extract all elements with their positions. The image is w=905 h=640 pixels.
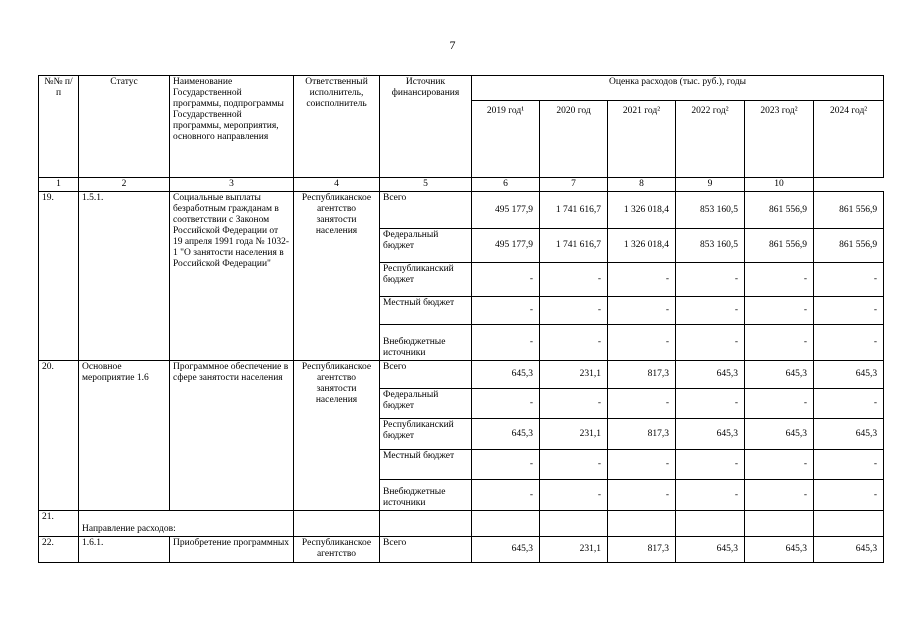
header-source: Источник финансирования — [380, 76, 472, 178]
row-responsible: Республиканское агентство занятости населения — [294, 361, 380, 511]
value-cell: 231,1 — [540, 537, 608, 563]
value-cell: 817,3 — [608, 537, 676, 563]
row-num: 19. — [39, 192, 79, 361]
value-cell: 853 160,5 — [676, 192, 745, 229]
source-label: Всего — [380, 537, 472, 563]
header-year: 2023 год² — [745, 101, 814, 178]
column-number: 7 — [540, 178, 608, 192]
value-cell: - — [608, 389, 676, 419]
value-cell: - — [540, 325, 608, 361]
value-cell: 645,3 — [472, 537, 540, 563]
value-cell: 817,3 — [608, 361, 676, 389]
value-cell: - — [745, 297, 814, 325]
column-number: 8 — [608, 178, 676, 192]
value-cell: - — [472, 263, 540, 297]
value-cell: - — [472, 480, 540, 511]
value-cell: 645,3 — [814, 537, 884, 563]
empty-cell — [472, 511, 540, 537]
source-label: Республиканский бюджет — [380, 419, 472, 450]
row-responsible: Республиканское агентство — [294, 537, 380, 563]
value-cell: - — [676, 263, 745, 297]
value-cell: 645,3 — [472, 419, 540, 450]
value-cell: 645,3 — [676, 419, 745, 450]
header-status: Статус — [79, 76, 170, 178]
value-cell: - — [676, 297, 745, 325]
value-cell: 645,3 — [472, 361, 540, 389]
value-cell: 495 177,9 — [472, 192, 540, 229]
column-number: 4 — [294, 178, 380, 192]
value-cell: - — [814, 480, 884, 511]
value-cell: 1 741 616,7 — [540, 229, 608, 263]
header-year: 2022 год² — [676, 101, 745, 178]
value-cell: 861 556,9 — [745, 192, 814, 229]
value-cell: - — [745, 389, 814, 419]
value-cell: 645,3 — [745, 537, 814, 563]
value-cell: 1 326 018,4 — [608, 192, 676, 229]
source-label: Федеральный бюджет — [380, 389, 472, 419]
value-cell: - — [745, 325, 814, 361]
value-cell: 495 177,9 — [472, 229, 540, 263]
row-responsible: Республиканское агентство занятости населения — [294, 192, 380, 361]
row-name: Социальные выплаты безработным гражданам в соответствии с Законом Российской Федерации от 19 апреля 1991 года № 1032-1 "О занятости населения в Российской Федерации" — [170, 192, 294, 361]
value-cell: 853 160,5 — [676, 229, 745, 263]
value-cell: - — [540, 480, 608, 511]
empty-cell — [380, 511, 472, 537]
value-cell: - — [676, 480, 745, 511]
column-number: 5 — [380, 178, 472, 192]
value-cell: - — [676, 450, 745, 480]
value-cell: 645,3 — [745, 361, 814, 389]
header-row — [39, 76, 884, 101]
value-cell: 817,3 — [608, 419, 676, 450]
source-label: Местный бюджет — [380, 297, 472, 325]
value-cell: - — [745, 480, 814, 511]
value-cell: - — [814, 263, 884, 297]
table-row — [39, 361, 884, 389]
value-cell: 1 741 616,7 — [540, 192, 608, 229]
row-num: 20. — [39, 361, 79, 511]
value-cell: 645,3 — [814, 361, 884, 389]
header-name: Наименование Государственной программы, подпрограммы Государственной программы, мероприятия, основного направления — [170, 76, 294, 178]
value-cell: - — [540, 297, 608, 325]
empty-cell — [294, 511, 380, 537]
column-number: 10 — [745, 178, 814, 192]
column-number-row — [39, 178, 884, 192]
value-cell: 1 326 018,4 — [608, 229, 676, 263]
value-cell: - — [540, 389, 608, 419]
value-cell: - — [814, 325, 884, 361]
empty-cell — [676, 511, 745, 537]
row-status: 1.5.1. — [79, 192, 170, 361]
empty-cell — [814, 511, 884, 537]
empty-cell — [540, 511, 608, 537]
budget-table — [38, 75, 884, 563]
value-cell: - — [814, 297, 884, 325]
column-number: 9 — [676, 178, 745, 192]
source-label: Внебюджетные источники — [380, 325, 472, 361]
header-num: №№ п/п — [39, 76, 79, 178]
value-cell: - — [608, 450, 676, 480]
header-year: 2021 год² — [608, 101, 676, 178]
value-cell: 645,3 — [676, 537, 745, 563]
value-cell: - — [745, 263, 814, 297]
value-cell: 861 556,9 — [814, 192, 884, 229]
value-cell: - — [472, 450, 540, 480]
column-number: 1 — [39, 178, 79, 192]
row-status: Основное мероприятие 1.6 — [79, 361, 170, 511]
empty-cell — [745, 511, 814, 537]
column-number: 3 — [170, 178, 294, 192]
source-label: Республиканский бюджет — [380, 263, 472, 297]
value-cell: - — [676, 325, 745, 361]
header-year: 2024 год² — [814, 101, 884, 178]
row-name: Программное обеспечение в сфере занятости населения — [170, 361, 294, 511]
row-section-title: Направление расходов: — [79, 511, 294, 537]
value-cell: 861 556,9 — [745, 229, 814, 263]
row-num: 21. — [39, 511, 79, 537]
value-cell: 645,3 — [676, 361, 745, 389]
header-estimate: Оценка расходов (тыс. руб.), годы — [472, 76, 884, 101]
row-name: Приобретение программных — [170, 537, 294, 563]
table-row — [39, 192, 884, 229]
row-num: 22. — [39, 537, 79, 563]
value-cell: - — [540, 263, 608, 297]
row-status: 1.6.1. — [79, 537, 170, 563]
table-row — [39, 537, 884, 563]
value-cell: 231,1 — [540, 419, 608, 450]
value-cell: - — [540, 450, 608, 480]
value-cell: - — [608, 263, 676, 297]
table-row — [39, 511, 884, 537]
value-cell: - — [472, 325, 540, 361]
header-year: 2019 год¹ — [472, 101, 540, 178]
column-number: 6 — [472, 178, 540, 192]
value-cell: - — [608, 297, 676, 325]
value-cell: - — [745, 450, 814, 480]
header-responsible: Ответственный исполнитель, соисполнитель — [294, 76, 380, 178]
source-label: Местный бюджет — [380, 450, 472, 480]
value-cell: 231,1 — [540, 361, 608, 389]
source-label: Всего — [380, 361, 472, 389]
empty-cell — [608, 511, 676, 537]
value-cell: - — [814, 389, 884, 419]
value-cell: 645,3 — [814, 419, 884, 450]
value-cell: - — [676, 389, 745, 419]
column-number: 2 — [79, 178, 170, 192]
value-cell: - — [608, 325, 676, 361]
value-cell: 645,3 — [745, 419, 814, 450]
value-cell: - — [472, 297, 540, 325]
source-label: Федеральный бюджет — [380, 229, 472, 263]
value-cell: - — [608, 480, 676, 511]
value-cell: 861 556,9 — [814, 229, 884, 263]
header-year: 2020 год — [540, 101, 608, 178]
source-label: Внебюджетные источники — [380, 480, 472, 511]
page-number: 7 — [449, 38, 456, 52]
source-label: Всего — [380, 192, 472, 229]
value-cell: - — [472, 389, 540, 419]
value-cell: - — [814, 450, 884, 480]
